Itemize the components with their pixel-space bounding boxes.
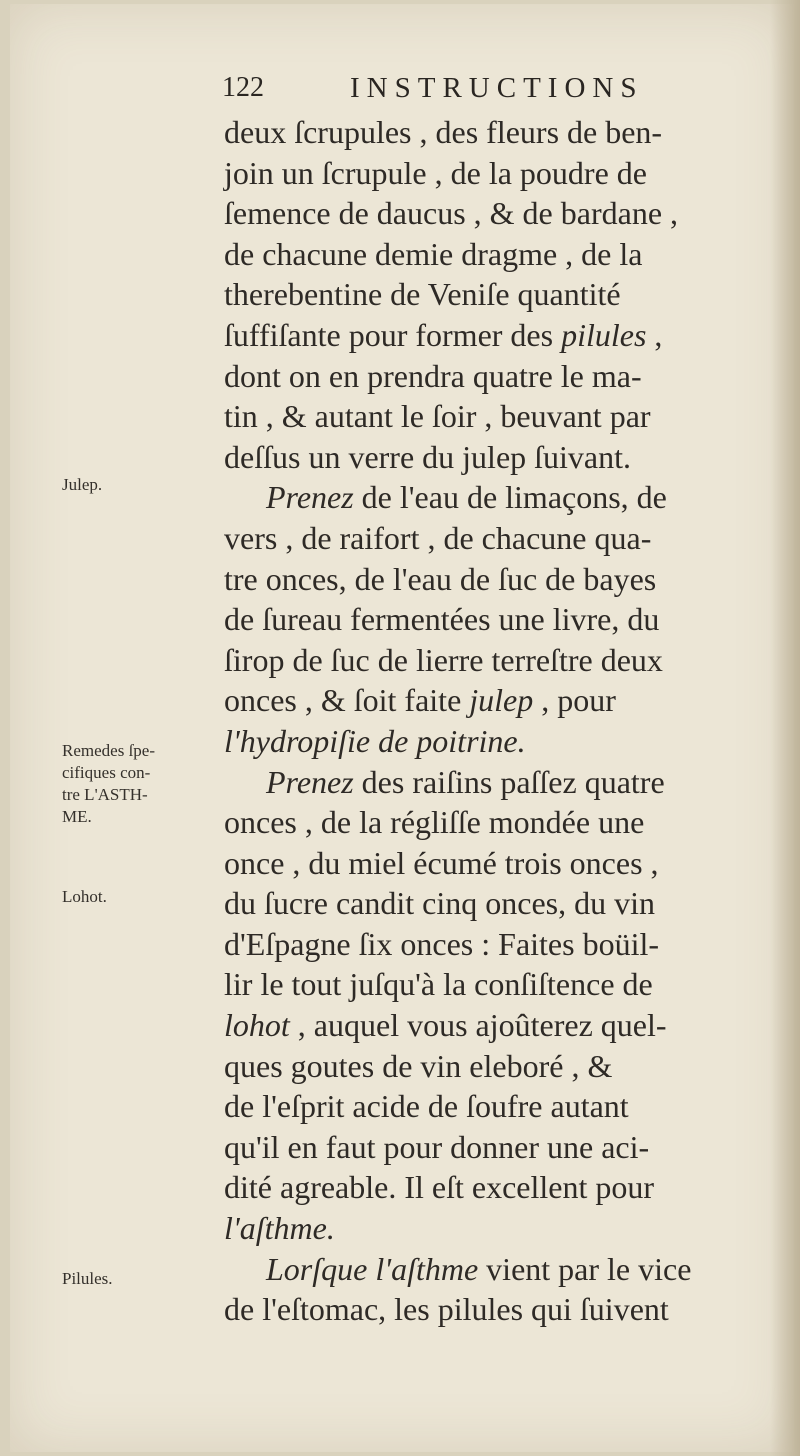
text-line: de l'eſtomac, les pilules qui ſuivent	[224, 1291, 669, 1328]
text-line: qu'il en faut pour donner une aci-	[224, 1128, 650, 1165]
text-line: deſſus un verre du julep ſuivant.	[224, 438, 632, 475]
text-line: vers , de raifort , de chacune qua-	[224, 519, 652, 556]
italic-term: l'aſthme.	[224, 1210, 335, 1247]
text-line: ſemence de daucus , & de bardane ,	[224, 195, 679, 232]
text-line: de ſureau fermentées une livre, du	[224, 601, 660, 638]
page-number: 122	[222, 72, 264, 103]
text-line	[224, 762, 758, 803]
text-line	[224, 1208, 758, 1249]
italic-term: lohot	[224, 1007, 290, 1044]
text-segment: de l'eau de limaçons, de	[353, 479, 667, 516]
text-line: ſirop de ſuc de lierre terreſtre deux	[224, 641, 663, 678]
main-text-block	[224, 112, 758, 1330]
text-segment: des raiſins paſſez quatre	[353, 763, 665, 800]
text-line: lir le tout juſqu'à la conſiſtence de	[224, 966, 653, 1003]
italic-term: Lorſque l'aſthme	[266, 1250, 479, 1287]
margin-note-line: ME.	[62, 807, 92, 826]
text-line	[224, 1249, 758, 1290]
text-segment: onces , & ſoit faite	[224, 682, 470, 719]
text-line	[224, 315, 758, 356]
italic-term: pilules	[561, 316, 647, 353]
text-segment: , pour	[533, 682, 616, 719]
italic-term: Prenez	[266, 763, 354, 800]
text-segment: ſuffiſante pour former des	[224, 316, 562, 353]
text-segment: , auquel vous ajoûterez quel-	[289, 1007, 667, 1044]
text-segment: vient par le vice	[478, 1250, 692, 1287]
text-line: therebentine de Veniſe quantité	[224, 276, 621, 313]
text-line	[224, 680, 758, 721]
text-line: deux ſcrupules , des fleurs de ben-	[224, 114, 663, 150]
italic-term: julep	[469, 682, 534, 719]
page-edge-shadow	[770, 0, 800, 1456]
text-line: de l'eſprit acide de ſoufre autant	[224, 1088, 629, 1125]
running-title: INSTRUCTIONS	[350, 72, 644, 104]
text-line	[224, 477, 758, 518]
text-line: tre onces, de l'eau de ſuc de bayes	[224, 560, 657, 597]
margin-note-line: tre L'ASTH-	[62, 785, 148, 804]
text-line	[224, 721, 758, 762]
margin-note-pilules: Pilules.	[62, 1269, 113, 1288]
text-line: dité agreable. Il eſt excellent pour	[224, 1169, 655, 1206]
margin-note-line: cifiques con-	[62, 763, 151, 782]
text-line: once , du miel écumé trois onces ,	[224, 844, 659, 881]
page-header	[222, 72, 762, 108]
italic-term: l'hydropiſie de poitrine.	[224, 722, 526, 759]
margin-note-lohot: Lohot.	[62, 887, 107, 906]
text-segment: ,	[646, 316, 663, 353]
text-line: du ſucre candit cinq onces, du vin	[224, 885, 655, 922]
text-line	[224, 1005, 758, 1046]
text-line: de chacune demie dragme , de la	[224, 235, 643, 272]
margin-note-line: Remedes ſpe-	[62, 741, 155, 760]
text-line: onces , de la régliſſe mondée une	[224, 804, 645, 841]
margin-note-julep: Julep.	[62, 475, 103, 494]
text-line: ques goutes de vin eleboré , &	[224, 1047, 613, 1084]
text-line: dont on en prendra quatre le ma-	[224, 357, 642, 394]
text-line: join un ſcrupule , de la poudre de	[224, 154, 647, 191]
italic-term: Prenez	[266, 479, 354, 516]
text-line: tin , & autant le ſoir , beuvant par	[224, 398, 651, 435]
margin-note-remedes	[62, 740, 212, 828]
text-line: d'Eſpagne ſix onces : Faites boüil-	[224, 925, 660, 962]
